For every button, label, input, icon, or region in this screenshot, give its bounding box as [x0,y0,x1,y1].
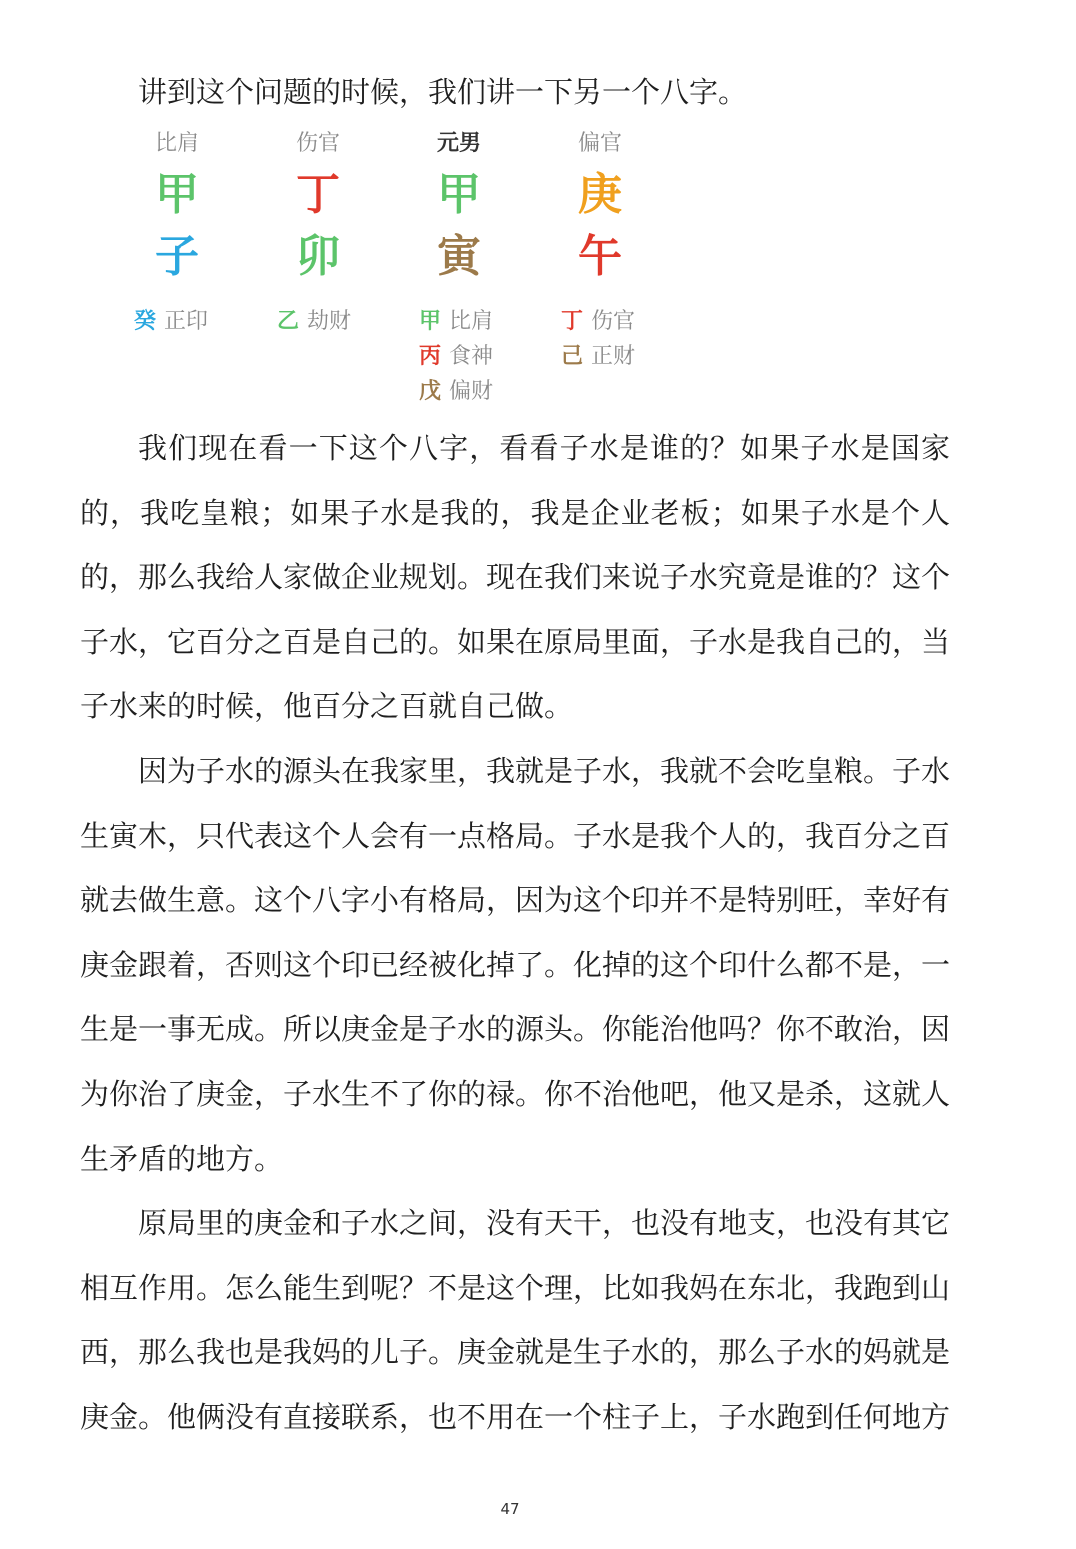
earthly-branch: 寅 [437,231,481,282]
hidden-stem-god: 正印 [164,309,209,334]
hidden-stem-god: 正财 [591,344,636,369]
hidden-stem-row [561,339,711,374]
hidden-stem-char: 己 [561,344,584,369]
heavenly-stem: 甲 [155,169,199,220]
hidden-stem-god: 比肩 [449,309,494,334]
paragraph: 原局里的庚金和子水之间，没有天干，也没有地支，也没有其它相互作用。怎么能生到呢？不是这个理，比如我妈在东北，我跑到山西，那么我也是我妈的儿子。庚金就是生子水的，那么子水的妈就是庚金。他俩没有直接联系，也不用在一个柱子上，子水跑到任何地方 [80,1206,951,1434]
pillar-label: 伤官 [295,131,340,156]
earthly-branch: 午 [578,231,622,282]
hidden-stem-char: 丁 [561,309,584,334]
paragraph: 我们现在看一下这个八字，看看子水是谁的？如果子水是国家的，我吃皇粮；如果子水是我的，我是企业老板；如果子水是个人的，那么我给人家做企业规划。现在我们来说子水究竟是谁的？这个子水，它百分之百是自己的。如果在原局里面，子水是我自己的，当子水来的时候，他百分之百就自己做。 [80,431,951,724]
hidden-stem-char: 癸 [134,309,157,334]
heavenly-stem: 丁 [296,169,340,220]
earthly-branch: 子 [155,231,199,282]
pillar-day [388,124,530,288]
heavenly-stem: 甲 [437,169,481,220]
pillar-hour [529,124,671,288]
intro-line: 讲到这个问题的时候，我们讲一下另一个八字。 [138,75,748,109]
paragraph: 因为子水的源头在我家里，我就是子水，我就不会吃皇粮。子水生寅木，只代表这个人会有一点格局。子水是我个人的，我百分之百就去做生意。这个八字小有格局，因为这个印并不是特别旺，幸好有庚金跟着，否则这个印已经被化掉了。化掉的这个印什么都不是，一生是一事无成。所以庚金是子水的源头。你能治他吗？你不敢治，因为你治了庚金，子水生不了你的禄。你不治他吧，他又是杀，这就人生矛盾的地方。 [80,753,951,1176]
pillar-year [106,124,248,288]
hidden-stem-row [419,339,569,374]
hidden-stem-char: 丙 [419,344,442,369]
hidden-stem-char: 乙 [277,309,300,334]
hidden-stem-god: 伤官 [591,309,636,334]
bazi-chart [110,124,710,414]
hidden-stem-row [419,374,569,409]
hidden-stem-row [134,304,284,339]
hidden-stems-day [419,304,569,409]
page-number: 47 [500,1500,520,1518]
hidden-stems-month [277,304,427,339]
earthly-branch: 卯 [296,231,340,282]
heavenly-stem: 庚 [578,169,622,220]
body-text [80,416,950,1450]
hidden-stem-god: 食神 [449,344,494,369]
hidden-stem-row [419,304,569,339]
pillar-label: 元男 [436,131,481,156]
hidden-stem-god: 劫财 [307,309,352,334]
hidden-stems-year [134,304,284,339]
hidden-stem-char: 甲 [419,309,442,334]
hidden-stems-hour [561,304,711,374]
hidden-stem-god: 偏财 [449,379,494,404]
hidden-stem-char: 戊 [419,379,442,404]
hidden-stem-row [561,304,711,339]
hidden-stem-row [277,304,427,339]
pillar-month [247,124,389,288]
pillar-label: 比肩 [154,131,199,156]
pillar-label: 偏官 [577,131,622,156]
